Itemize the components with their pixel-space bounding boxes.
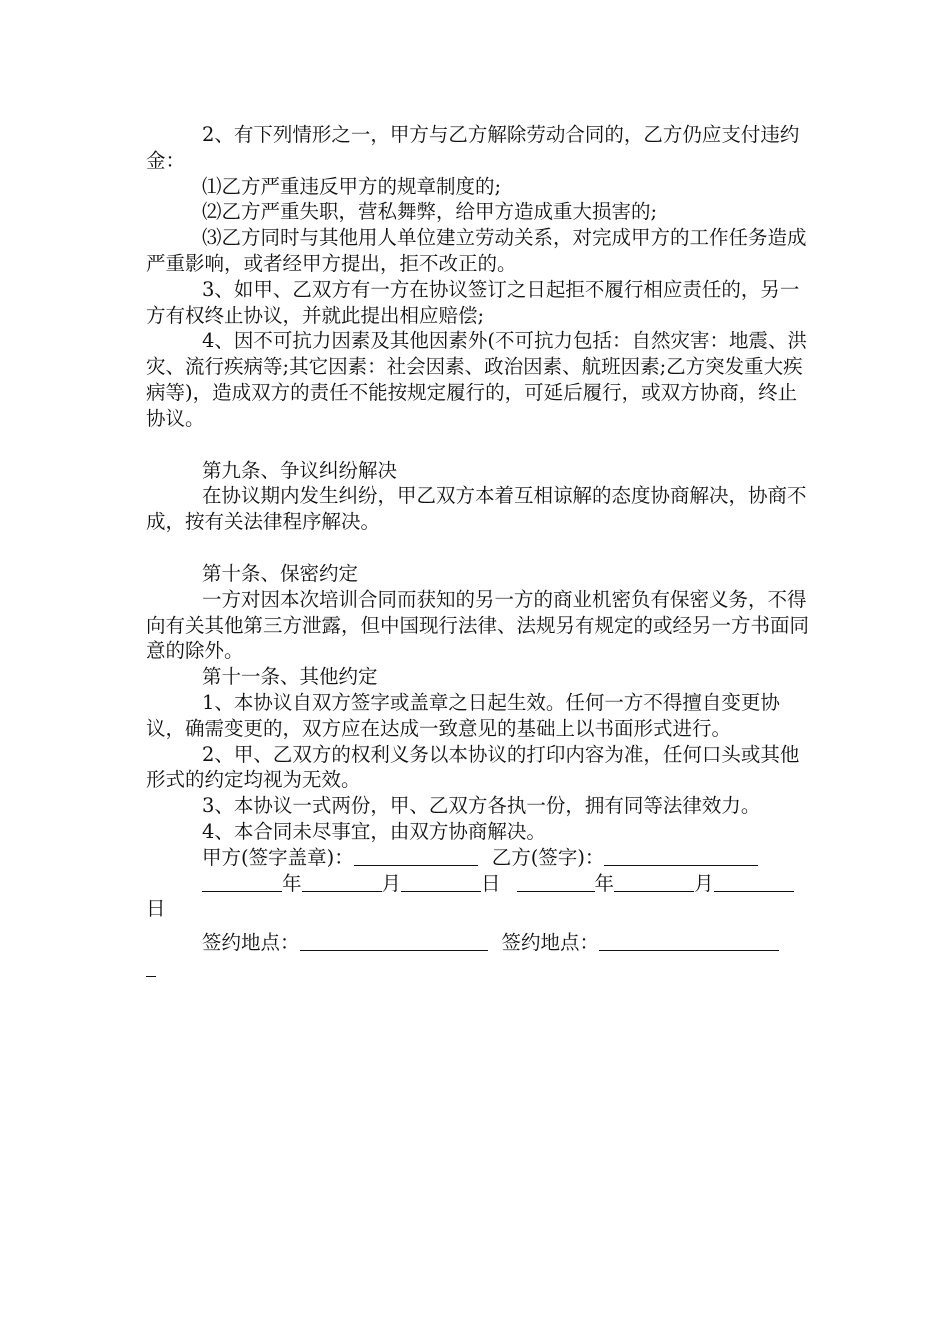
- party-a-month-blank[interactable]: [302, 873, 382, 892]
- spacer: [146, 535, 810, 561]
- party-b-signature-blank[interactable]: [604, 847, 758, 866]
- party-a-place-blank[interactable]: [300, 932, 488, 951]
- clause-8-2-item-1: ⑴乙方严重违反甲方的规章制度的;: [202, 174, 502, 198]
- article-11-item-1: 1、本协议自双方签字或盖章之日起生效。任何一方不得擅自变更协议，确需变更的，双方应在达成一致意见的基础上以书面形式进行。: [146, 690, 780, 740]
- article-10-body: 一方对因本次培训合同而获知的另一方的商业机密负有保密义务，不得向有关其他第三方泄露，但中国现行法律、法规另有规定的或经另一方书面同意的除外。: [146, 587, 810, 663]
- clause-8-2-item-3: ⑶乙方同时与其他用人单位建立劳动关系，对完成甲方的工作任务造成严重影响，或者经甲方提出，拒不改正的。: [146, 226, 807, 275]
- party-b-day-blank[interactable]: [714, 873, 794, 892]
- party-b-month-blank[interactable]: [614, 873, 694, 892]
- clause-8-2-item-2: ⑵乙方严重失职，营私舞弊，给甲方造成重大损害的;: [202, 200, 658, 224]
- party-b-label: 乙方(签字)：: [491, 845, 605, 869]
- article-11-item-4: 4、本合同未尽事宜，由双方协商解决。: [202, 819, 546, 843]
- document-body: [146, 122, 810, 982]
- month-label-a: 月: [381, 871, 402, 895]
- day-label-a: 日: [481, 871, 501, 895]
- article-11-title: 第十一条、其他约定: [202, 665, 378, 689]
- spacer: [146, 432, 810, 458]
- party-a-day-blank[interactable]: [401, 873, 481, 892]
- party-a-year-blank[interactable]: [202, 873, 282, 892]
- day-label-b: 日: [146, 897, 166, 921]
- clause-8-2: 2、有下列情形之一，甲方与乙方解除劳动合同的，乙方仍应支付违约金：: [146, 123, 800, 172]
- signature-parties-line: [146, 845, 810, 871]
- party-b-year-blank[interactable]: [517, 873, 595, 892]
- article-9-title: 第九条、争议纠纷解决: [202, 458, 398, 482]
- year-label-a: 年: [282, 871, 302, 895]
- party-a-signature-blank[interactable]: [354, 847, 478, 866]
- party-b-place-blank[interactable]: [599, 932, 779, 951]
- signature-place-wrap: [146, 956, 810, 982]
- article-10-title: 第十条、保密约定: [202, 561, 359, 585]
- place-label-b: 签约地点：: [501, 931, 600, 955]
- month-label-b: 月: [694, 871, 714, 895]
- clause-8-4: 4、因不可抗力因素及其他因素外(不可抗力包括：自然灾害：地震、洪灾、流行疾病等;其它因素：社会因素、政治因素、航班因素;乙方突发重大疾病等)，造成双方的责任不能按规定履行的，可延后履行，或双方协商，终止协议。: [146, 329, 808, 430]
- party-a-label: 甲方(签字盖章)：: [202, 845, 354, 869]
- article-11-item-3: 3、本协议一式两份，甲、乙双方各执一份，拥有同等法律效力。: [202, 794, 761, 818]
- clause-8-3: 3、如甲、乙双方有一方在协议签订之日起拒不履行相应责任的，另一方有权终止协议，并就此提出相应赔偿;: [146, 277, 800, 327]
- article-9-body: 在协议期内发生纠纷，甲乙双方本着互相谅解的态度协商解决，协商不成，按有关法律程序解决。: [146, 484, 807, 534]
- signature-date-line: [146, 871, 810, 897]
- article-11-item-2: 2、甲、乙双方的权利义务以本协议的打印内容为准，任何口头或其他形式的约定均视为无效。: [146, 742, 800, 792]
- signature-place-line: [146, 930, 810, 956]
- place-trailing-blank: [146, 958, 156, 977]
- signature-day-wrap: [146, 896, 810, 922]
- year-label-b: 年: [594, 871, 615, 895]
- place-label-a: 签约地点：: [202, 931, 300, 955]
